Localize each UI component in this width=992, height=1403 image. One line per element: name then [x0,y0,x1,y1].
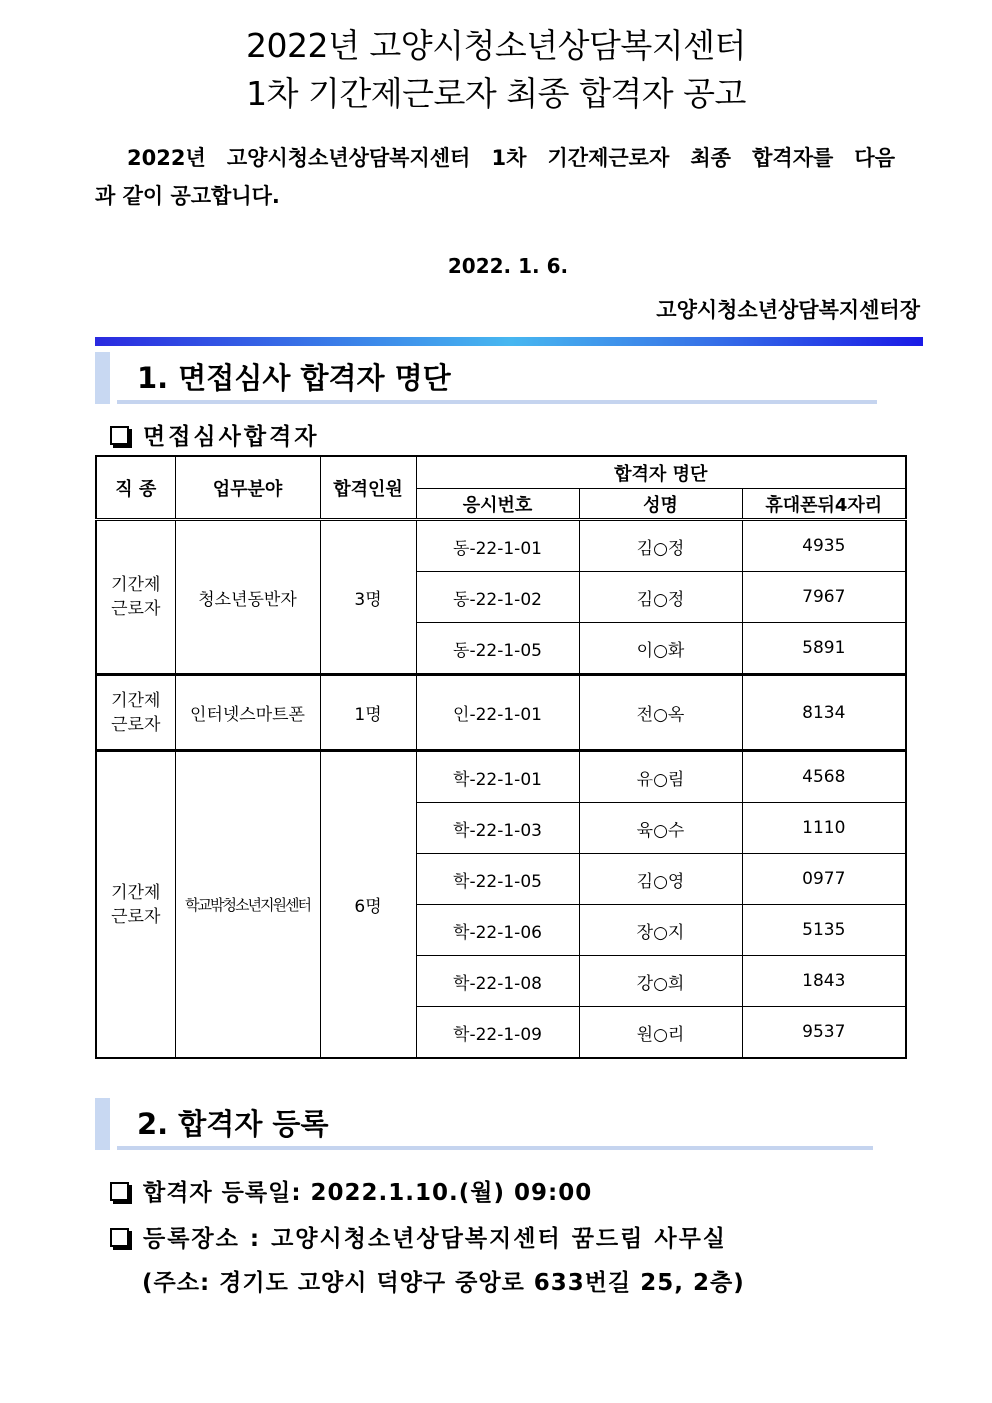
section2-heading [95,1098,873,1150]
intro-line2: 과 같이 공고합니다. [95,184,280,208]
heading-underline [117,1146,873,1150]
header-job: 직 종 [96,456,175,520]
header-phone: 휴대폰뒤4자리 [742,489,906,520]
job-cell: 기간제 근로자 [96,520,175,675]
heading-accent-bar [95,1098,110,1150]
phone-cell: 9537 [742,1007,906,1059]
table-row [96,675,906,751]
name-cell: 원○리 [579,1007,742,1059]
announcement-date: 2022. 1. 6. [447,254,569,278]
phone-cell: 5135 [742,905,906,956]
phone-cell: 1110 [742,803,906,854]
phone-cell: 4568 [742,751,906,803]
name-cell: 김○정 [579,572,742,623]
phone-cell: 4935 [742,520,906,572]
registration-date-text: 합격자 등록일: 2022.1.10.(월) 09:00 [143,1180,593,1206]
result-table [95,455,907,1059]
intro-line1: 2022년 고양시청소년상담복지센터 1차 기간제근로자 최종 합격자를 다음 [127,146,895,170]
document-title-line2: 1차 기간제근로자 최종 합격자 공고 [246,74,746,113]
job-cell: 기간제 근로자 [96,675,175,751]
header-name: 성명 [579,489,742,520]
registration-address: (주소: 경기도 고양시 덕양구 중앙로 633번길 25, 2층) [142,1270,745,1296]
phone-cell: 5891 [742,623,906,675]
bullet-registration-date [110,1174,592,1207]
bullet-text: 면접심사합격자 [143,424,320,450]
name-cell: 전○옥 [579,675,742,751]
exam-no-cell: 학-22-1-08 [416,956,579,1007]
header-field: 업무분야 [175,456,320,520]
job-cell: 기간제 근로자 [96,751,175,1059]
exam-no-cell: 학-22-1-05 [416,854,579,905]
exam-no-cell: 동-22-1-01 [416,520,579,572]
heading-accent-bar [95,352,110,404]
count-cell: 1명 [320,675,416,751]
registration-place-text: 등록장소 : 고양시청소년상담복지센터 꿈드림 사무실 [143,1226,728,1252]
bullet-interview-passers [110,418,320,451]
name-cell: 이○화 [579,623,742,675]
header-group: 합격자 명단 [416,456,906,489]
phone-cell: 0977 [742,854,906,905]
exam-no-cell: 학-22-1-03 [416,803,579,854]
heading-underline [117,400,877,404]
field-cell: 인터넷스마트폰 [175,675,320,751]
checkbox-bullet-icon [110,1228,129,1247]
count-cell: 6명 [320,751,416,1059]
exam-no-cell: 인-22-1-01 [416,675,579,751]
field-cell: 학교밖청소년지원센터 [175,751,320,1059]
gradient-divider [95,337,923,346]
count-cell: 3명 [320,520,416,675]
name-cell: 김○영 [579,854,742,905]
issuing-organization: 고양시청소년상담복지센터장 [656,298,920,322]
header-count: 합격인원 [320,456,416,520]
name-cell: 김○정 [579,520,742,572]
checkbox-bullet-icon [110,1182,129,1201]
exam-no-cell: 학-22-1-09 [416,1007,579,1059]
name-cell: 유○림 [579,751,742,803]
bullet-registration-place [110,1220,727,1253]
field-cell: 청소년동반자 [175,520,320,675]
phone-cell: 8134 [742,675,906,751]
name-cell: 장○지 [579,905,742,956]
header-exam-no: 응시번호 [416,489,579,520]
exam-no-cell: 동-22-1-02 [416,572,579,623]
section2-title: 2. 합격자 등록 [137,1107,329,1141]
section1-heading [95,352,877,404]
exam-no-cell: 동-22-1-05 [416,623,579,675]
checkbox-bullet-icon [110,426,129,445]
name-cell: 강○희 [579,956,742,1007]
table-row [96,751,906,803]
name-cell: 육○수 [579,803,742,854]
phone-cell: 7967 [742,572,906,623]
phone-cell: 1843 [742,956,906,1007]
exam-no-cell: 학-22-1-01 [416,751,579,803]
exam-no-cell: 학-22-1-06 [416,905,579,956]
table-row [96,520,906,572]
section1-title: 1. 면접심사 합격자 명단 [137,361,451,395]
document-title-line1: 2022년 고양시청소년상담복지센터 [246,26,746,65]
